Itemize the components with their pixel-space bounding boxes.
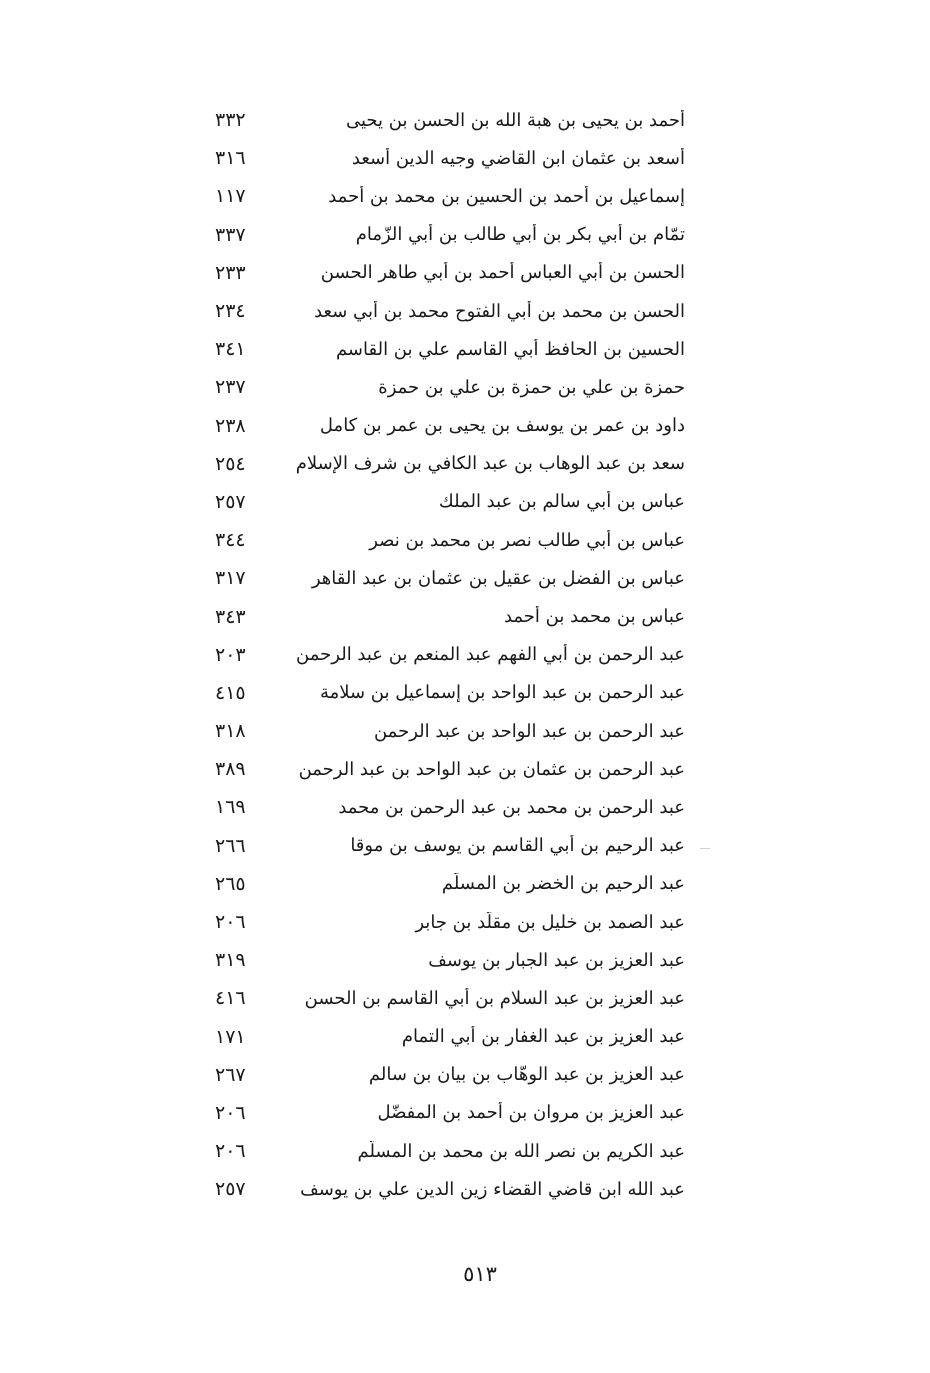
index-entry [205,712,685,750]
index-entry [205,865,685,903]
entry-page-ref: ٢٥٧ [215,1178,246,1201]
entry-page-ref: ٣١٨ [215,720,246,743]
entry-page-ref: ٣٤١ [215,338,246,361]
index-entry [205,636,685,674]
entry-page-ref: ٢٣٣ [215,261,246,284]
entry-page-ref: ٣٤٣ [215,605,246,628]
entry-page-ref: ٣٣٧ [215,223,246,246]
entry-name: عبد الرحيم بن أبي القاسم بن يوسف بن موقا [350,835,685,857]
entry-name: عبد العزيز بن عبد الغفار بن أبي التمام [401,1026,685,1048]
margin-mark [700,848,710,849]
index-entry [205,559,685,597]
entry-name: داود بن عمر بن يوسف بن يحيى بن عمر بن كامل [319,415,685,437]
entry-name: الحسن بن أبي العباس أحمد بن أبي طاهر الحسن [320,262,685,284]
entry-page-ref: ٢٣٧ [215,376,246,399]
entry-page-ref: ٢٦٦ [215,834,246,857]
index-entry [205,216,685,254]
entry-name: عبد الرحمن بن عبد الواحد بن إسماعيل بن سلامة [319,682,685,704]
entry-page-ref: ٢٥٧ [215,490,246,513]
index-entry [205,1170,685,1208]
index-entry [205,1018,685,1056]
entry-page-ref: ٣٨٩ [215,758,246,781]
index-entry [205,1132,685,1170]
index-entry [205,827,685,865]
index-entry [205,330,685,368]
index-list [205,101,685,1208]
entry-page-ref: ٣١٦ [215,147,246,170]
entry-name: عبد الرحيم بن الخضر بن المسلّم [441,873,685,895]
entry-name: عباس بن أبي طالب نصر بن محمد بن نصر [369,529,685,551]
entry-name: عبد العزيز بن عبد السلام بن أبي القاسم بن الحسن [304,987,685,1009]
entry-name: الحسين بن الحافظ أبي القاسم علي بن القاسم [335,338,685,360]
entry-name: تمّام بن أبي بكر بن أبي طالب بن أبي الزّمام [355,224,685,246]
entry-name: عبد العزيز بن عبد الجبار بن يوسف [428,949,685,971]
index-entry [205,177,685,215]
entry-name: عبد العزيز بن عبد الوهّاب بن بيان بن سالم [368,1064,685,1086]
entry-name: عبد الرحمن بن محمد بن عبد الرحمن بن محمد [338,796,685,818]
index-entry [205,979,685,1017]
entry-page-ref: ٢٦٥ [215,872,246,895]
entry-page-ref: ٢٠٦ [215,1101,246,1124]
entry-name: أحمد بن يحيى بن هبة الله بن الحسن بن يحيى [346,109,685,131]
entry-name: عبد الرحمن بن عبد الواحد بن عبد الرحمن [373,720,685,742]
index-entry [205,254,685,292]
entry-page-ref: ٢٣٤ [215,300,246,323]
index-entry [205,597,685,635]
entry-name: عبد الصمد بن خليل بن مقلّد بن جابر [415,911,685,933]
entry-page-ref: ١٦٩ [215,796,246,819]
entry-page-ref: ٣١٩ [215,949,246,972]
index-entry [205,139,685,177]
entry-name: أسعد بن عثمان ابن القاضي وجيه الدين أسعد [351,147,685,169]
index-entry [205,1094,685,1132]
entry-page-ref: ٣٣٢ [215,109,246,132]
entry-name: عباس بن محمد بن أحمد [503,606,685,628]
index-entry [205,101,685,139]
entry-page-ref: ٢٣٨ [215,414,246,437]
index-entry [205,788,685,826]
page-number: ٥١٣ [463,1262,497,1286]
index-entry [205,445,685,483]
entry-name: عبد الرحمن بن أبي الفهم عبد المنعم بن عبد الرحمن [296,644,685,666]
index-entry [205,292,685,330]
index-entry [205,903,685,941]
entry-name: سعد بن عبد الوهاب بن عبد الكافي بن شرف الإسلام [295,453,685,475]
index-entry [205,368,685,406]
entry-page-ref: ٤١٥ [215,681,246,704]
index-entry [205,674,685,712]
index-entry [205,1056,685,1094]
entry-name: عبد العزيز بن مروان بن أحمد بن المفضّل [377,1102,685,1124]
index-entry [205,521,685,559]
entry-page-ref: ٢٠٦ [215,1140,246,1163]
entry-page-ref: ٣١٧ [215,567,246,590]
entry-page-ref: ٢٦٧ [215,1063,246,1086]
entry-name: عبد الكريم بن نصر الله بن محمد بن المسلّم [357,1140,685,1162]
entry-name: عبد الرحمن بن عثمان بن عبد الواحد بن عبد الرحمن [298,758,685,780]
entry-page-ref: ٢٠٣ [215,643,246,666]
entry-page-ref: ١٧١ [215,1025,246,1048]
entry-name: حمزة بن علي بن حمزة بن علي بن حمزة [378,376,685,398]
index-entry [205,941,685,979]
index-entry [205,483,685,521]
entry-page-ref: ٢٠٦ [215,911,246,934]
entry-name: عباس بن أبي سالم بن عبد الملك [438,491,685,513]
entry-page-ref: ٤١٦ [215,987,246,1010]
entry-page-ref: ١١٧ [215,185,246,208]
index-entry [205,407,685,445]
index-entry [205,750,685,788]
entry-name: عبد الله ابن قاضي القضاء زين الدين علي بن يوسف [300,1178,685,1200]
entry-name: إسماعيل بن أحمد بن الحسين بن محمد بن أحمد [328,185,685,207]
entry-page-ref: ٣٤٤ [215,529,246,552]
entry-name: الحسن بن محمد بن أبي الفتوح محمد بن أبي سعد [314,300,685,322]
entry-page-ref: ٢٥٤ [215,452,246,475]
entry-name: عباس بن الفضل بن عقيل بن عثمان بن عبد القاهر [311,567,685,589]
